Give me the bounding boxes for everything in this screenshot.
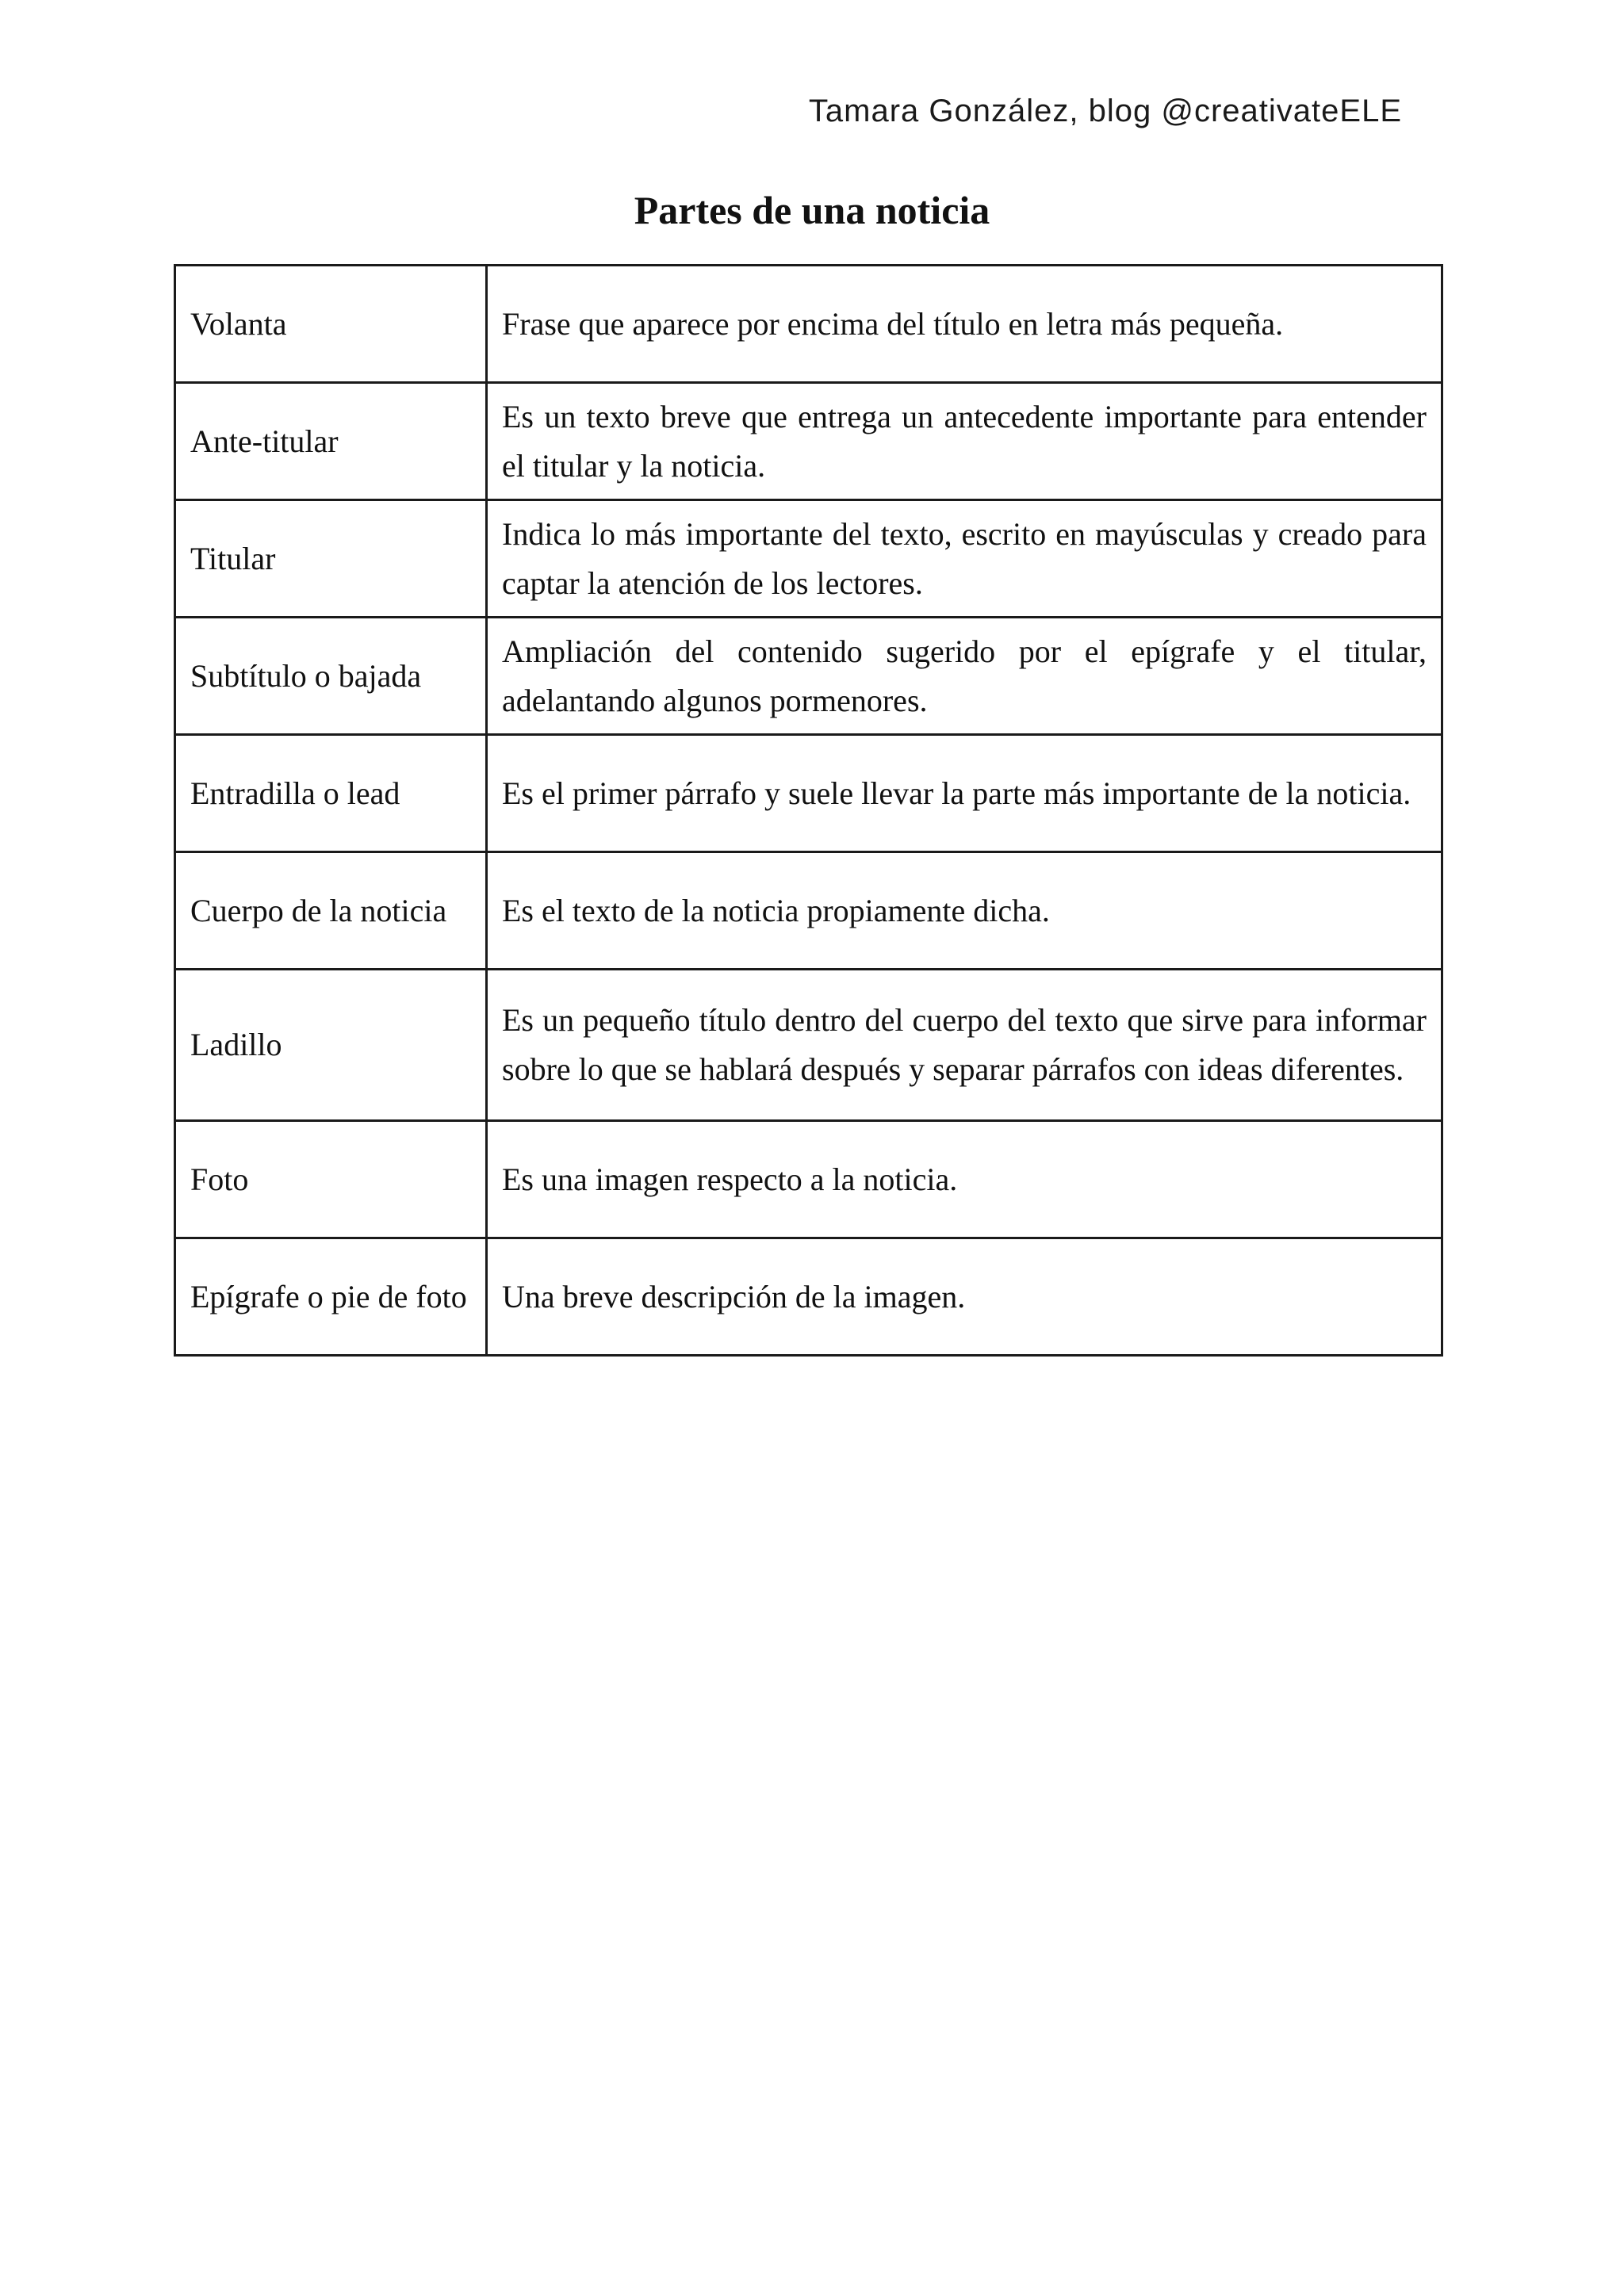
- term-cell: Ante-titular: [175, 383, 487, 500]
- definition-cell: Ampliación del contenido sugerido por el epígrafe y el titular, adelantando algunos pormenores.: [487, 618, 1442, 735]
- table-row: [175, 1121, 1442, 1238]
- definition-cell: Es el texto de la noticia propiamente dicha.: [487, 852, 1442, 970]
- definition-cell: Frase que aparece por encima del título en letra más pequeña.: [487, 266, 1442, 383]
- table-row: [175, 266, 1442, 383]
- term-cell: Cuerpo de la noticia: [175, 852, 487, 970]
- table-row: [175, 1238, 1442, 1356]
- term-cell: Volanta: [175, 266, 487, 383]
- term-cell: Ladillo: [175, 970, 487, 1121]
- term-cell: Entradilla o lead: [175, 735, 487, 852]
- definition-cell: Es el primer párrafo y suele llevar la parte más importante de la noticia.: [487, 735, 1442, 852]
- definition-cell: Indica lo más importante del texto, escrito en mayúsculas y creado para captar la atención de los lectores.: [487, 500, 1442, 618]
- term-cell: Subtítulo o bajada: [175, 618, 487, 735]
- table-row: [175, 735, 1442, 852]
- definition-cell: Es un texto breve que entrega un antecedente importante para entender el titular y la noticia.: [487, 383, 1442, 500]
- news-parts-table: [174, 264, 1443, 1357]
- definition-cell: Una breve descripción de la imagen.: [487, 1238, 1442, 1356]
- definition-cell: Es una imagen respecto a la noticia.: [487, 1121, 1442, 1238]
- table-row: [175, 500, 1442, 618]
- table-row: [175, 618, 1442, 735]
- table-row: [175, 970, 1442, 1121]
- table-row: [175, 852, 1442, 970]
- term-cell: Foto: [175, 1121, 487, 1238]
- table-row: [175, 383, 1442, 500]
- term-cell: Epígrafe o pie de foto: [175, 1238, 487, 1356]
- definition-cell: Es un pequeño título dentro del cuerpo del texto que sirve para informar sobre lo que se hablará después y separar párrafos con ideas diferentes.: [487, 970, 1442, 1121]
- document-title: Partes de una noticia: [634, 188, 990, 232]
- author-header: Tamara González, blog @creativateELE: [808, 94, 1402, 128]
- term-cell: Titular: [175, 500, 487, 618]
